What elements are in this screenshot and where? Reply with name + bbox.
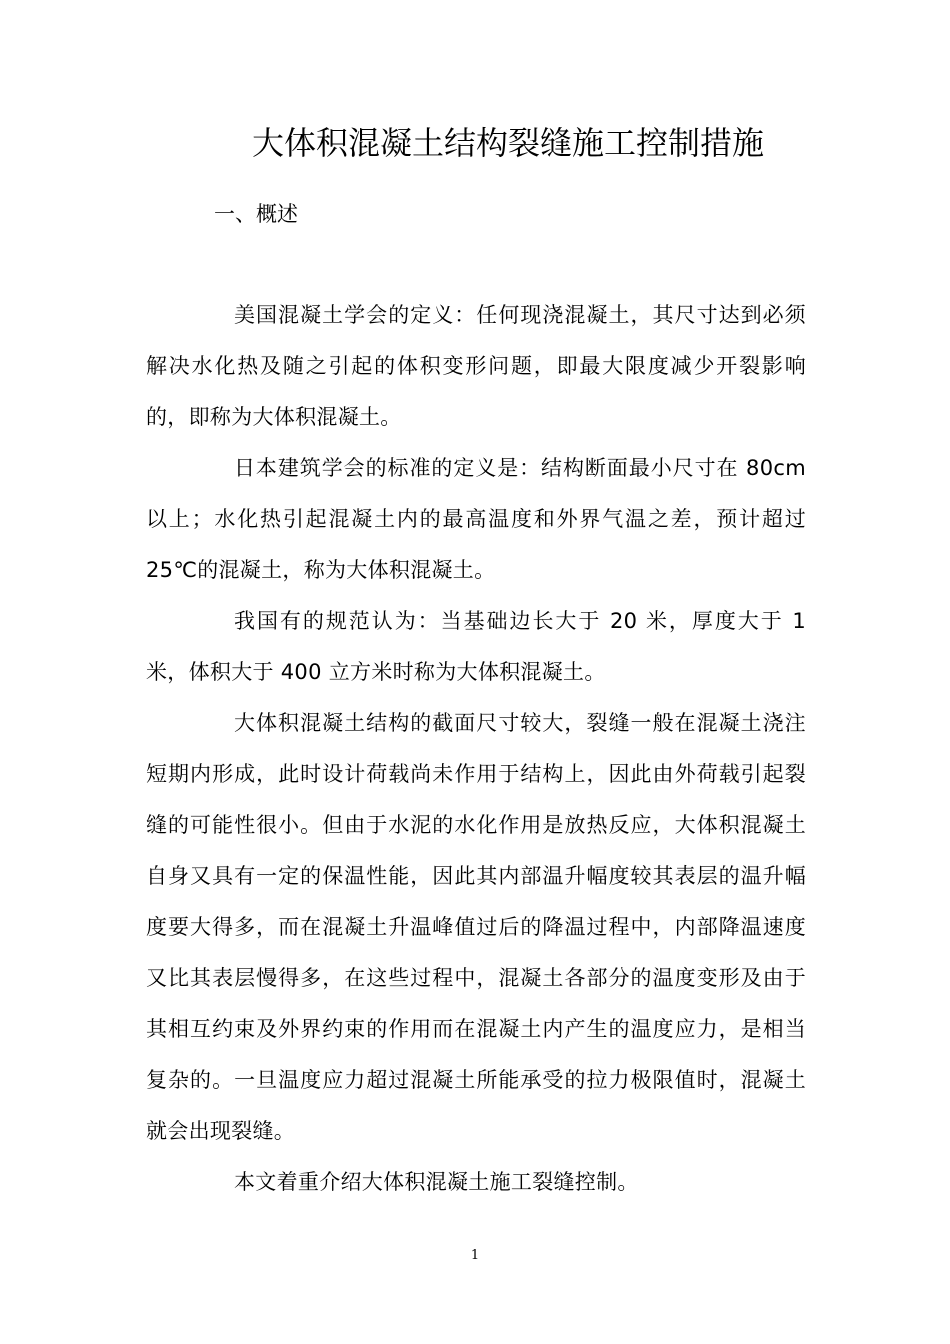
paragraph-aij-definition: 日本建筑学会的标准的定义是：结构断面最小尺寸在 80cm 以上；水化热引起混凝土内的最高温度和外界气温之差，预计超过 25℃的混凝土，称为大体积混凝土。 — [146, 456, 806, 582]
paragraph-aci-definition: 美国混凝土学会的定义：任何现浇混凝土，其尺寸达到必须解决水化热及随之引起的体积变形问题，即最大限度减少开裂影响的，即称为大体积混凝土。 — [146, 303, 806, 429]
paragraph-crack-analysis: 大体积混凝土结构的截面尺寸较大，裂缝一般在混凝土浇注短期内形成，此时设计荷载尚未作用于结构上，因此由外荷载引起裂缝的可能性很小。但由于水泥的水化作用是放热反应，大体积混凝土自身又具有一定的保温性能，因此其内部温升幅度较其表层的温升幅度要大得多，而在混凝土升温峰值过后的降温过程中，内部降温速度又比其表层慢得多，在这些过程中，混凝土各部分的温度变形及由于其相互约束及外界约束的作用而在混凝土内产生的温度应力，是相当复杂的。一旦温度应力超过混凝土所能承受的拉力极限值时，混凝土就会出现裂缝。 — [146, 711, 806, 1143]
paragraph-china-definition: 我国有的规范认为：当基础边长大于 20 米，厚度大于 1 米，体积大于 400 立方米时称为大体积混凝土。 — [146, 609, 806, 684]
document-title: 大体积混凝土结构裂缝施工控制措施 — [251, 124, 764, 162]
document-body — [146, 290, 806, 1208]
paragraph-scope: 本文着重介绍大体积混凝土施工裂缝控制。 — [234, 1170, 639, 1194]
page-number: 1 — [470, 1248, 480, 1263]
section-heading: 一、概述 — [214, 202, 298, 226]
